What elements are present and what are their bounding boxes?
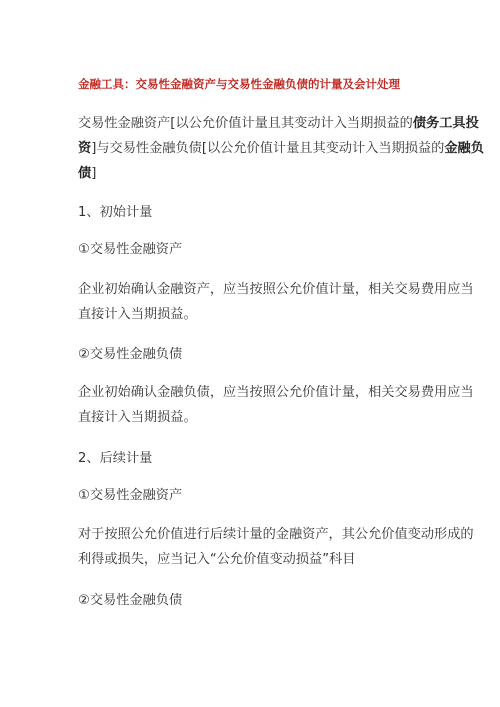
- intro-bold-text: 债务工具投: [412, 116, 479, 131]
- intro-text: ]: [91, 166, 97, 181]
- intro-paragraph: [78, 111, 484, 186]
- intro-bold-text: 资: [78, 141, 92, 156]
- section-1-heading: 1、初始计量: [78, 205, 153, 220]
- section-1-asset-paragraph: [78, 277, 474, 327]
- section-2-asset-heading: ①交易性金融资产: [78, 488, 183, 503]
- section-2-heading: 2、后续计量: [78, 451, 153, 466]
- section-2-asset-paragraph: [78, 522, 474, 572]
- section-1-liability-heading: ②交易性金融负债: [78, 347, 183, 362]
- intro-bold-text: 债: [78, 166, 92, 181]
- paragraph-line: 直接计入当期损益。: [78, 307, 197, 322]
- paragraph-line: 对于按照公允价值进行后续计量的金融资产，其公允价值变动形成的: [78, 527, 474, 542]
- section-1-asset-heading: ①交易性金融资产: [78, 242, 183, 257]
- intro-line-1: [78, 111, 479, 136]
- intro-line-3: [78, 161, 434, 186]
- section-1-liability-paragraph: [78, 380, 474, 430]
- section-2-liability-heading: ②交易性金融负债: [78, 593, 183, 608]
- article-title: 金融工具：交易性金融资产与交易性金融负债的计量及会计处理: [78, 77, 400, 91]
- paragraph-line: 直接计入当期损益。: [78, 410, 197, 425]
- paragraph-line: 企业初始确认金融负债，应当按照公允价值计量，相关交易费用应当: [78, 385, 474, 400]
- intro-bold-text: 金融负: [444, 141, 484, 156]
- intro-text: ]与交易性金融负债[以公允价值计量且其变动计入当期损益的: [91, 141, 445, 156]
- intro-text: 交易性金融资产[以公允价值计量且其变动计入当期损益的: [78, 116, 413, 131]
- paragraph-line: 企业初始确认金融资产，应当按照公允价值计量，相关交易费用应当: [78, 282, 474, 297]
- intro-line-2: [78, 136, 484, 161]
- paragraph-line: 利得或损失，应当记入“公允价值变动损益”科目: [78, 552, 356, 567]
